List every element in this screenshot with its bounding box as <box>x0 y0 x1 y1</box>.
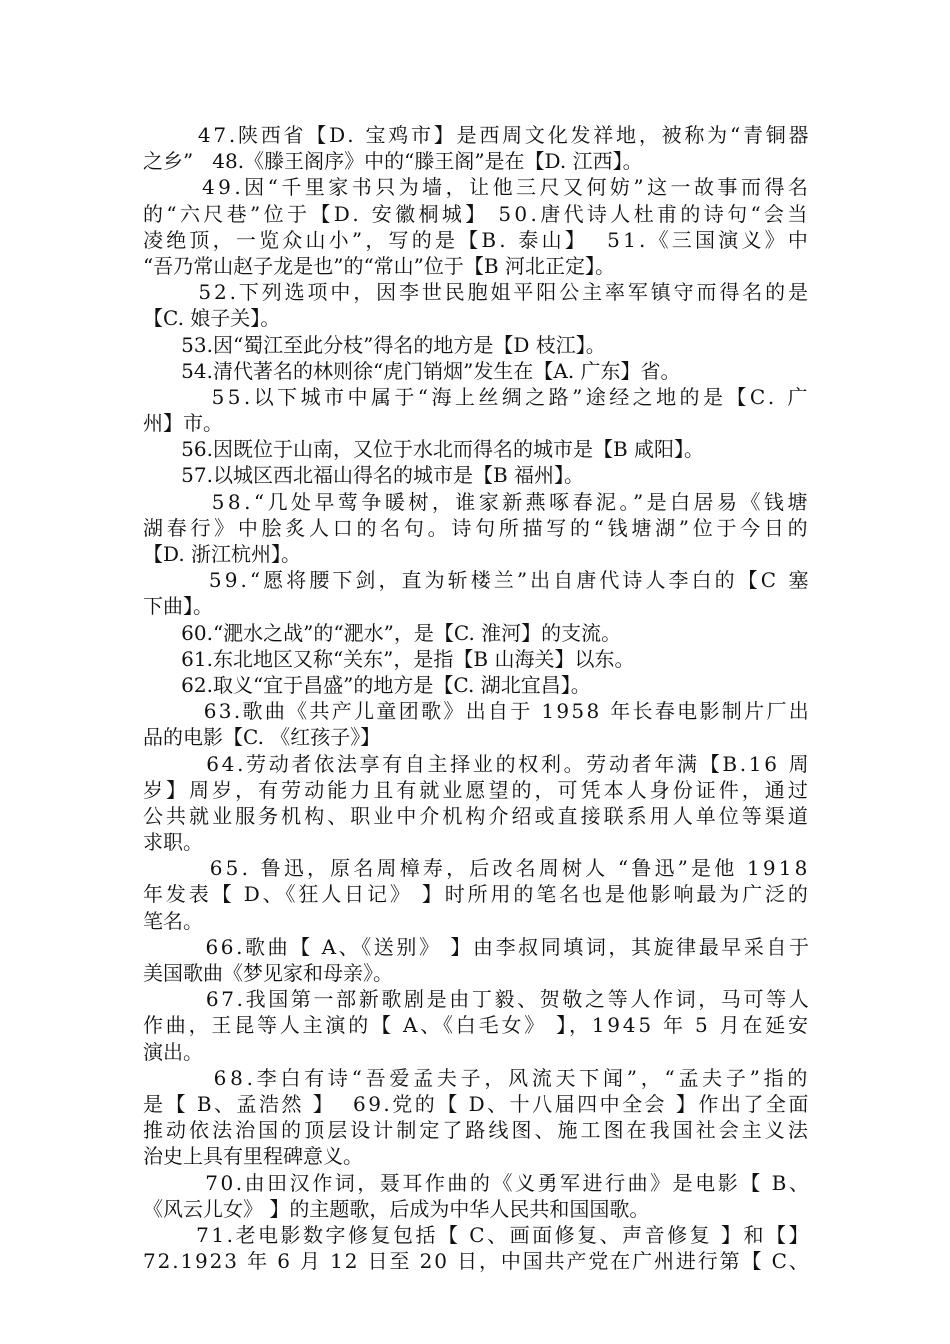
text-line: 州】市。 <box>143 411 223 436</box>
text-line: 57.以城区西北福山得名的城市是【B 福州】。 <box>143 463 585 488</box>
text-line: 的“六尺巷”位于【D. 安徽桐城】 50.唐代诗人杜甫的诗句“会当 <box>143 201 811 226</box>
text-line: 59.“愿将腰下剑，直为斩楼兰”出自唐代诗人李白的【C 塞 <box>143 568 812 593</box>
text-line: 演出。 <box>143 1039 203 1064</box>
text-line: 53.因“蜀江至此分枝”得名的地方是【D 枝江】。 <box>143 332 606 357</box>
text-line: 56.因既位于山南，又位于水北而得名的城市是【B 咸阳】。 <box>143 437 705 462</box>
text-line: 67.我国第一部新歌剧是由丁毅、贺敬之等人作词，马可等人 <box>143 987 812 1012</box>
text-line: 《风云儿女》 】的主题歌，后成为中华人民共和国国歌。 <box>143 1196 650 1221</box>
text-line: 58.“几处早莺争暖树，谁家新燕啄春泥。”是白居易《钱塘 <box>143 489 811 514</box>
text-line: 71.老电影数字修复包括【 C、画面修复、声音修复 】和【】 <box>143 1222 811 1247</box>
text-line: 72.1923 年 6 月 12 日至 20 日，中国共产党在广州进行第【 C、 <box>143 1249 811 1274</box>
text-line: 年发表【 D、《狂人日记》 】时所用的笔名也是他影响最为广泛的 <box>143 882 811 907</box>
text-line: 岁】周岁，有劳动能力且有就业愿望的，可凭本人身份证件，通过 <box>143 777 811 802</box>
text-line: 公共就业服务机构、职业中介机构介绍或直接联系用人单位等渠道 <box>143 803 811 828</box>
text-line: 52.下列选项中，因李世民胞姐平阳公主率军镇守而得名的是 <box>143 280 811 305</box>
text-line: “吾乃常山赵子龙是也”的“常山”位于【B 河北正定】。 <box>143 253 615 278</box>
text-line: 62.取义“宜于昌盛”的地方是【C. 湖北宜昌】。 <box>143 672 591 697</box>
text-line: 是【 B、孟浩然 】 69.党的【 D、十八届四中全会 】作出了全面 <box>143 1091 811 1116</box>
text-line: 美国歌曲《梦见家和母亲》。 <box>143 961 393 985</box>
text-line: 54.清代著名的林则徐“虎门销烟”发生在【A. 广东】省。 <box>143 358 681 383</box>
text-line: 47.陕西省【D. 宝鸡市】是西周文化发祥地，被称为“青铜器 <box>143 123 812 147</box>
text-line: 55.以下城市中属于“海上丝绸之路”途经之地的是【C. 广 <box>143 384 811 409</box>
text-line: 【D. 浙江杭州】。 <box>143 542 302 566</box>
text-line: 60.“淝水之战”的“淝水”，是【C. 淮河】的支流。 <box>143 620 622 645</box>
text-line: 推动依法治国的顶层设计制定了路线图、施工图在我国社会主义法 <box>143 1118 811 1143</box>
text-line: 66.歌曲【 A、《送别》 】由李叔同填词，其旋律最早采自于 <box>143 934 812 959</box>
text-line: 63.歌曲《共产儿童团歌》出自于 1958 年长春电影制片厂出 <box>143 699 812 724</box>
text-line: 湖春行》中脍炙人口的名句。诗句所描写的“钱塘湖”位于今日的 <box>143 515 812 540</box>
text-line: 61.东北地区又称“关东”，是指【B 山海关】以东。 <box>143 646 635 671</box>
text-line: 49.因“千里家书只为墙，让他三尺又何妨”这一故事而得名 <box>143 175 812 200</box>
text-line: 求职。 <box>143 830 203 855</box>
text-line: 笔名。 <box>143 908 203 933</box>
text-line: 68.李白有诗“吾爱孟夫子，风流天下闻”，“孟夫子”指的 <box>143 1065 812 1090</box>
text-line: 【C. 娘子关】。 <box>143 306 281 331</box>
text-line: 下曲】。 <box>143 594 213 619</box>
text-line: 治史上具有里程碑意义。 <box>143 1144 363 1169</box>
document-body <box>143 122 811 1274</box>
text-line: 之乡” 48.《滕王阁序》中的“滕王阁”是在【D. 江西】。 <box>143 149 643 174</box>
text-line: 64.劳动者依法享有自主择业的权利。劳动者年满【B.16 周 <box>143 751 812 776</box>
text-line: 70.由田汉作词，聂耳作曲的《义勇军进行曲》是电影【 B、 <box>143 1170 812 1195</box>
text-line: 作曲，王昆等人主演的【 A、《白毛女》 】，1945 年 5 月在延安 <box>143 1013 811 1038</box>
text-line: 品的电影【C. 《红孩子》】 <box>143 725 381 750</box>
text-line: 65. 鲁迅，原名周樟寿，后改名周树人 “鲁迅”是他 1918 <box>143 856 811 881</box>
text-line: 凌绝顶，一览众山小”，写的是【B. 泰山】 51.《三国演义》中 <box>143 227 812 252</box>
